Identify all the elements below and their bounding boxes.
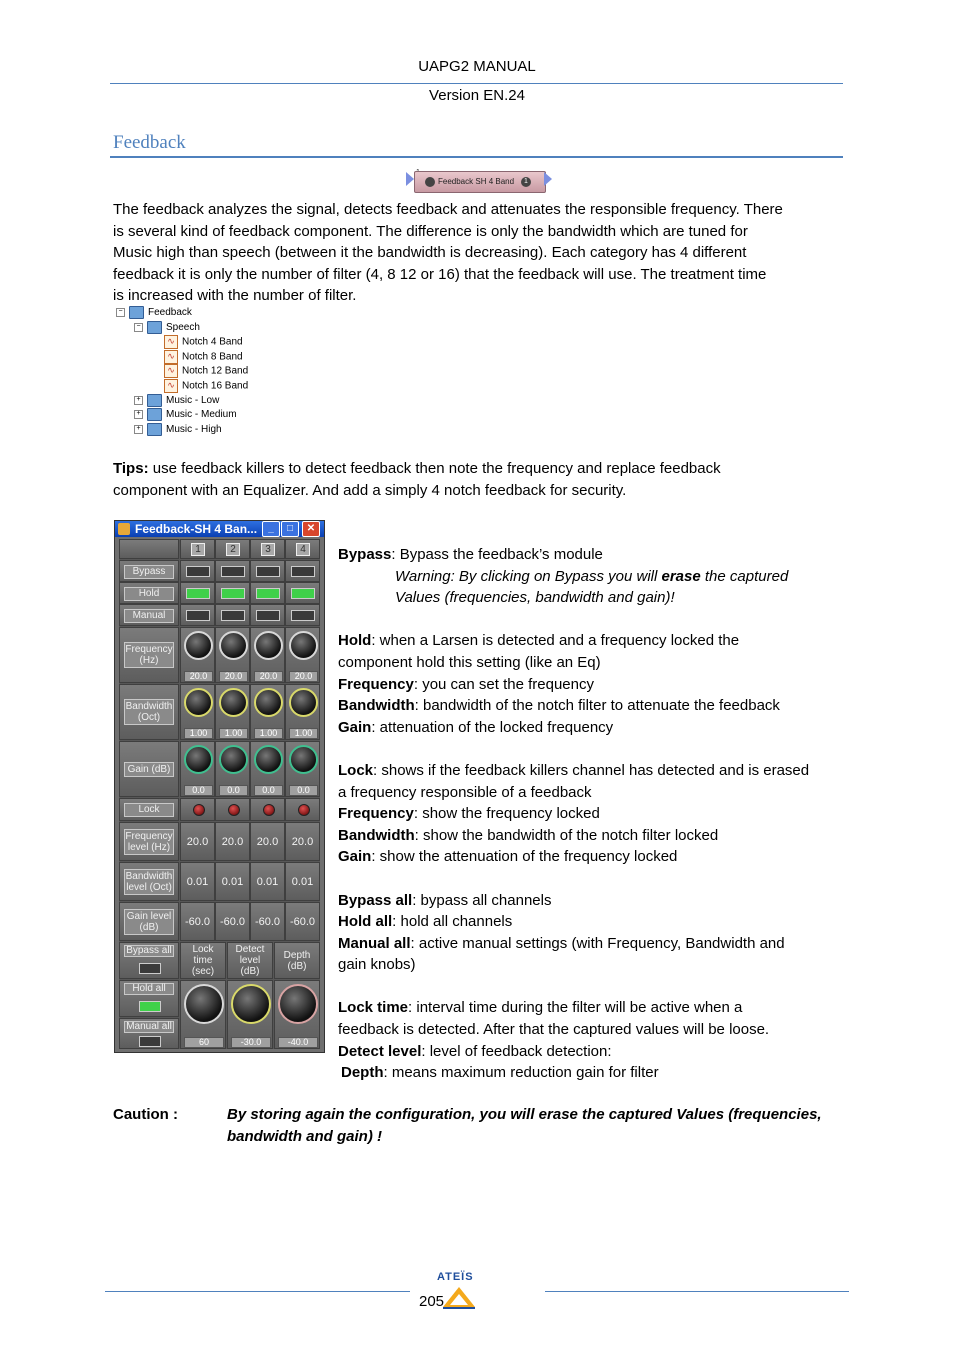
output-pin-icon [544,172,552,186]
hold-all-label: Hold all [124,983,174,995]
bypass-toggle[interactable] [186,566,210,577]
tree-item-music-medium[interactable]: + Music - Medium [116,408,276,423]
bandwidth-value[interactable]: 1.00 [289,728,318,739]
doc-title: UAPG2 MANUAL [418,58,536,75]
bandwidth-level-value: 0.01 [285,862,320,901]
gain-level-label: Gain level (dB) [124,909,174,935]
component-body [414,171,546,193]
frequency-knob[interactable] [289,631,318,660]
gain-value[interactable]: 0.0 [219,785,248,796]
tree-item-speech[interactable]: − Speech [116,321,276,336]
depth-value[interactable]: -40.0 [278,1037,318,1048]
section-rule [110,156,843,158]
detect-level-value[interactable]: -30.0 [231,1037,271,1048]
intro-line: feedback it is only the number of filter (4, 8 12 or 16) that the feedback will use. The treatment time [113,265,767,283]
section-title: Feedback [113,132,186,153]
gain-label: Gain (dB) [124,762,174,777]
minus-icon [425,177,435,187]
bandwidth-value[interactable]: 1.00 [184,728,213,739]
bandwidth-level-value: 0.01 [250,862,285,901]
lock-time-label: Lock time (sec) [191,944,215,977]
collapse-icon[interactable]: − [116,308,125,317]
tree-item-music-low[interactable]: + Music - Low [116,394,276,409]
frequency-value[interactable]: 20.0 [289,671,318,682]
footer-rule-right [545,1291,849,1292]
tree-item-feedback[interactable]: − Feedback [116,306,276,321]
waveform-icon: ∿ [164,350,178,364]
folder-open-icon [129,306,144,319]
waveform-icon: ∿ [164,379,178,393]
bandwidth-level-value: 0.01 [215,862,250,901]
gain-level-value: -60.0 [285,902,320,941]
channel-number: 1 [191,543,205,556]
hold-toggle[interactable] [186,588,210,599]
bypass-toggle[interactable] [221,566,245,577]
tree-item-notch-8[interactable]: ∿ Notch 8 Band [116,350,276,365]
gain-level-value: -60.0 [180,902,215,941]
manual-all-label: Manual all [124,1021,174,1033]
hold-toggle[interactable] [221,588,245,599]
gain-value[interactable]: 0.0 [289,785,318,796]
frequency-level-value: 20.0 [215,822,250,861]
gain-value[interactable]: 0.0 [184,785,213,796]
hold-label: Hold [124,587,174,601]
manual-all-toggle[interactable] [139,1036,161,1047]
header-rule [110,83,843,84]
component-label: Feedback SH 4 Band [438,177,515,186]
frequency-level-value: 20.0 [285,822,320,861]
page-number: 205 [419,1293,445,1310]
frequency-value[interactable]: 20.0 [184,671,213,682]
expand-icon[interactable]: + [134,410,143,419]
bandwidth-value[interactable]: 1.00 [254,728,283,739]
intro-line: Music high than speech (between it the bandwidth is decreasing). Each category has 4 different [113,244,747,261]
waveform-icon: ∿ [164,335,178,349]
detect-level-label: Detect level (dB) [235,944,265,977]
lock-indicator [263,804,275,816]
tree-item-notch-16[interactable]: ∿ Notch 16 Band [116,379,276,394]
folder-icon [147,394,162,407]
tree-item-notch-4[interactable]: ∿ Notch 4 Band [116,335,276,350]
bandwidth-value[interactable]: 1.00 [219,728,248,739]
depth-label: Depth (dB) [283,949,311,972]
channel-number: 4 [296,543,310,556]
bypass-label: Bypass [124,565,174,579]
manual-toggle[interactable] [221,610,245,621]
doc-version: Version EN.24 [429,87,525,104]
frequency-value[interactable]: 20.0 [219,671,248,682]
lock-indicator [228,804,240,816]
frequency-level-value: 20.0 [250,822,285,861]
folder-open-icon [147,321,162,334]
app-icon [118,523,130,535]
caution-text: By storing again the configuration, you will erase the captured Values (frequencies, bandwidth and gain) ! [227,1106,822,1145]
gain-level-value: -60.0 [250,902,285,941]
library-tree [116,306,276,437]
tips-label: Tips: [113,460,149,477]
bypass-toggle[interactable] [256,566,280,577]
manual-toggle[interactable] [186,610,210,621]
channel-number: 3 [261,543,275,556]
detect-level-knob[interactable] [231,984,271,1024]
expand-icon[interactable]: + [134,425,143,434]
bandwidth-label: Bandwidth (Oct) [125,701,173,723]
gain-knob[interactable] [219,745,248,774]
bypass-toggle[interactable] [291,566,315,577]
hold-toggle[interactable] [291,588,315,599]
frequency-label: Frequency (Hz) [125,644,173,666]
waveform-icon: ∿ [164,364,178,378]
frequency-level-value: 20.0 [180,822,215,861]
frequency-knob[interactable] [184,631,213,660]
gain-knob[interactable] [289,745,318,774]
bandwidth-level-value: 0.01 [180,862,215,901]
lock-time-knob[interactable] [184,984,224,1024]
bandwidth-knob[interactable] [184,688,213,717]
bypass-all-label: Bypass all [124,945,174,957]
gain-level-value: -60.0 [215,902,250,941]
frequency-value[interactable]: 20.0 [254,671,283,682]
panel-body [119,539,320,1049]
gain-value[interactable]: 0.0 [254,785,283,796]
caution-label: Caution : [113,1106,178,1123]
manual-toggle[interactable] [256,610,280,621]
output-pin-badge: 1 [521,177,531,187]
bandwidth-knob[interactable] [289,688,318,717]
maximize-button[interactable]: □ [281,521,299,537]
parameter-descriptions: Bypass: Bypass the feedback’s module Warning: By clicking on Bypass you will erase the captured Values (frequencies, bandwidth and gain)! Hold: when a Larsen is detected and a frequency locked the component hold this setting (like an Eq) Frequency: you can set the frequency Bandwidth: bandwidth of the notch filter to attenuate the feedback Gain: attenuation of the locked frequency Lock: shows if the feedback killers channel has detected and is erased a frequency responsible of a feedback Frequency: show the frequency locked Bandwidth: show the bandwidth of the notch filter locked Gain: show the attenuation of the frequency locked Bypass all: bypass all channels Hold all: hold all channels Manual all: active manual settings (with Frequency, Bandwidth and gain knobs) Lock time: interval time during the filter will be active when a feedback is detected. After that the captured values will be loose. Detect level: level of feedback detection: Depth: means maximum reduction gain for filter [338,546,810,1082]
expand-icon[interactable]: + [134,396,143,405]
input-pin-icon [406,172,414,186]
intro-paragraph [113,199,848,307]
gain-knob[interactable] [184,745,213,774]
depth-knob[interactable] [278,984,318,1024]
manual-toggle[interactable] [291,610,315,621]
feedback-panel [114,520,325,1053]
manual-label: Manual [124,609,174,623]
intro-line: The feedback analyzes the signal, detects feedback and attenuates the responsible frequency. There [113,201,783,218]
bandwidth-knob[interactable] [219,688,248,717]
ateis-logo-text: ATEÏS [437,1271,474,1283]
close-button[interactable]: ✕ [302,521,320,537]
panel-title: Feedback-SH 4 Ban... [135,522,258,536]
hold-all-toggle[interactable] [139,1001,161,1012]
folder-icon [147,408,162,421]
hold-toggle[interactable] [256,588,280,599]
channel-number: 2 [226,543,240,556]
bandwidth-knob[interactable] [254,688,283,717]
lock-label: Lock [124,803,174,817]
frequency-knob[interactable] [219,631,248,660]
tips-paragraph: Tips: use feedback killers to detect feedback then note the frequency and replace feedback component with an Equalizer. And add a simply 4 notch feedback for security. [113,460,721,499]
ateis-logo-icon [441,1285,477,1309]
folder-icon [147,423,162,436]
component-chip [406,169,552,193]
collapse-icon[interactable]: − [134,323,143,332]
frequency-level-label: Frequency level (Hz) [125,830,173,853]
frequency-knob[interactable] [254,631,283,660]
minimize-button[interactable]: _ [262,521,280,537]
intro-line: is increased with the number of filter. [113,287,357,304]
tree-item-music-high[interactable]: + Music - High [116,423,276,438]
lock-indicator [193,804,205,816]
lock-time-value[interactable]: 60 [184,1037,224,1048]
lock-indicator [298,804,310,816]
footer-rule-left [105,1291,410,1292]
bandwidth-level-label: Bandwidth level (Oct) [125,870,173,893]
gain-knob[interactable] [254,745,283,774]
intro-line: is several kind of feedback component. The difference is only the bandwidth which are tuned for [113,222,748,240]
bypass-all-toggle[interactable] [139,963,161,974]
panel-titlebar[interactable] [115,521,324,537]
tree-item-notch-12[interactable]: ∿ Notch 12 Band [116,364,276,379]
